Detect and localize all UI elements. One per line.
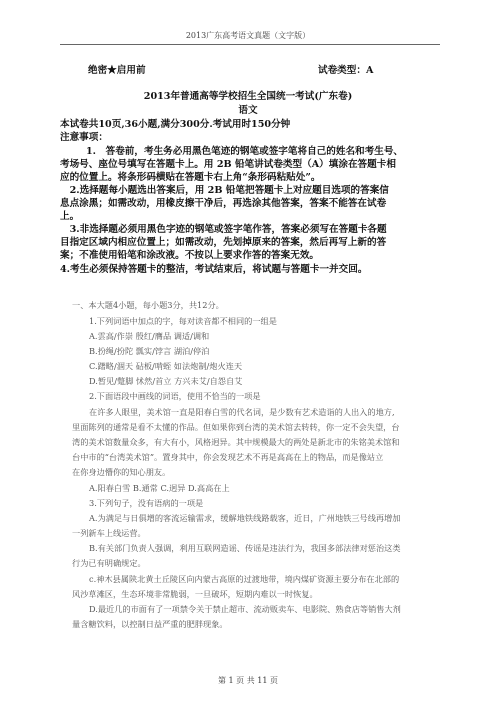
option-text: C.躇略/涸天 砧板/啃蛭 如法炮制/炮火连天 (89, 361, 243, 371)
question-text: 3.下列句子，没有语病的一项是 (89, 498, 204, 508)
exam-title: 2013年普通高等学校招生全国统一考试(广东卷) (143, 91, 353, 102)
page-footer: 第 1 页 共 11 页 (218, 676, 278, 685)
notes-title: 注意事项： (60, 132, 108, 143)
question-text: 2.下面语段中画线的词语，使用不恰当的一项是 (89, 391, 261, 401)
note-line: 1. 答卷前，考生务必用黑色笔迹的钢笔或签字笔将自己的姓名和考生号、 (86, 146, 404, 157)
option-text: A.阳春白雪 B.通常 C.迥异 D.高高在上 (89, 483, 230, 493)
option-text: 一列新车上线运营。 (72, 528, 146, 538)
question-text: 1.下列词语中加点的字，每对读音都不相同的一组是 (89, 316, 277, 326)
option-text: B.有关部门负责人强调，利用互联网造谣、传谣是违法行为，我国多部法律对惩治这类 (89, 543, 401, 553)
note-line: 息点涂黑；如需改动，用橡皮擦干净后，再选涂其他答案，答案不能答在试卷 (60, 198, 387, 209)
passage-line: 里面陈列的通常是看不太懂的作品。但如果你到台湾的美术馆去转转，你一定不会失望，台 (72, 422, 400, 432)
subject-title: 语文 (238, 105, 258, 116)
note-line: 上。 (60, 211, 80, 222)
note-line: 4.考生必须保持答题卡的整洁，考试结束后，将试题与答题卡一并交回。 (60, 264, 368, 275)
passage-line: 在你身边懵你的知心朋友。 (72, 467, 171, 477)
note-line: 目指定区域内相应位置上；如需改动，先划掉原来的答案，然后再写上新的答 (60, 237, 387, 248)
option-text: D.最近几的市面有了一项禁令关于禁止超市、流动贩卖车、电影院、熟食店等销售大剂 (89, 604, 401, 614)
page-header: 2013广东高考语文真题（文字版） (185, 31, 311, 40)
passage-line: 台中市的“台湾美术馆”。置身其中，你会发现艺术不再是高高在上的物品，而是像站立 (72, 452, 384, 462)
option-text: 量含糖饮料，以控制日益严重的肥胖现象。 (72, 619, 228, 629)
option-text: D.暂见/蹩脚 怵然/首立 方兴未艾/自怨自艾 (89, 376, 243, 386)
option-text: 行为已有明确规定。 (72, 558, 146, 568)
note-line: 应的位置上。将条形码横贴在答题卡右上角“条形码粘贴处”。 (60, 172, 321, 183)
paper-type-label: 试卷类型：A (318, 65, 374, 76)
header-rule (60, 44, 440, 45)
option-text: 风沙草滩区，生态环境非常脆弱，一旦破坏，短期内难以一时恢复。 (72, 589, 318, 599)
note-line: 案；不准使用铅笔和涂改液。不按以上要求作答的答案无效。 (60, 250, 320, 261)
exam-info: 本试卷共10页,36小题,满分300分.考试用时150分钟 (60, 119, 291, 130)
note-line: 3.非选择题必须用黑色字迹的钢笔或签字笔作答，答案必须写在答题卡各题 (60, 224, 387, 235)
passage-line: 在许多人眼里，美术馆一直是阳春白雪的代名词，是少数有艺术造诣的人出入的地方, (89, 407, 395, 417)
section-heading: 一、本大题4小题，每小题3分，共12分。 (72, 300, 224, 310)
note-line: 2.选择题每小题选出答案后，用 2B 铅笔把答题卡上对应题目选项的答案信 (60, 185, 389, 196)
confidential-label: 绝密★启用前 (88, 65, 146, 76)
option-text: A.雲高/作崇 殷红/膺品 调适/调和 (89, 331, 210, 341)
option-text: B.扮绳/扮陀 瓢实/饽言 湖泊/停泊 (89, 346, 210, 356)
option-text: c.神木县属陕北黄土丘陵区向内蒙古高原的过渡地带，境内煤矿资源主要分布在北部的 (89, 574, 400, 584)
option-text: A.为满足与日俱增的客流运输需求，缓解地铁线路载客，近日，广州地铁三号线再增加 (89, 513, 401, 523)
passage-line: 湾的美术馆数量众多，有大有小，风格迥异。其中规模最大的两处是新北市的朱铭美术馆和 (72, 437, 400, 447)
note-line: 考场号、座位号填写在答题卡上。用 2B 铅笔讲试卷类型（A）填涂在答题卡相 (60, 159, 396, 170)
